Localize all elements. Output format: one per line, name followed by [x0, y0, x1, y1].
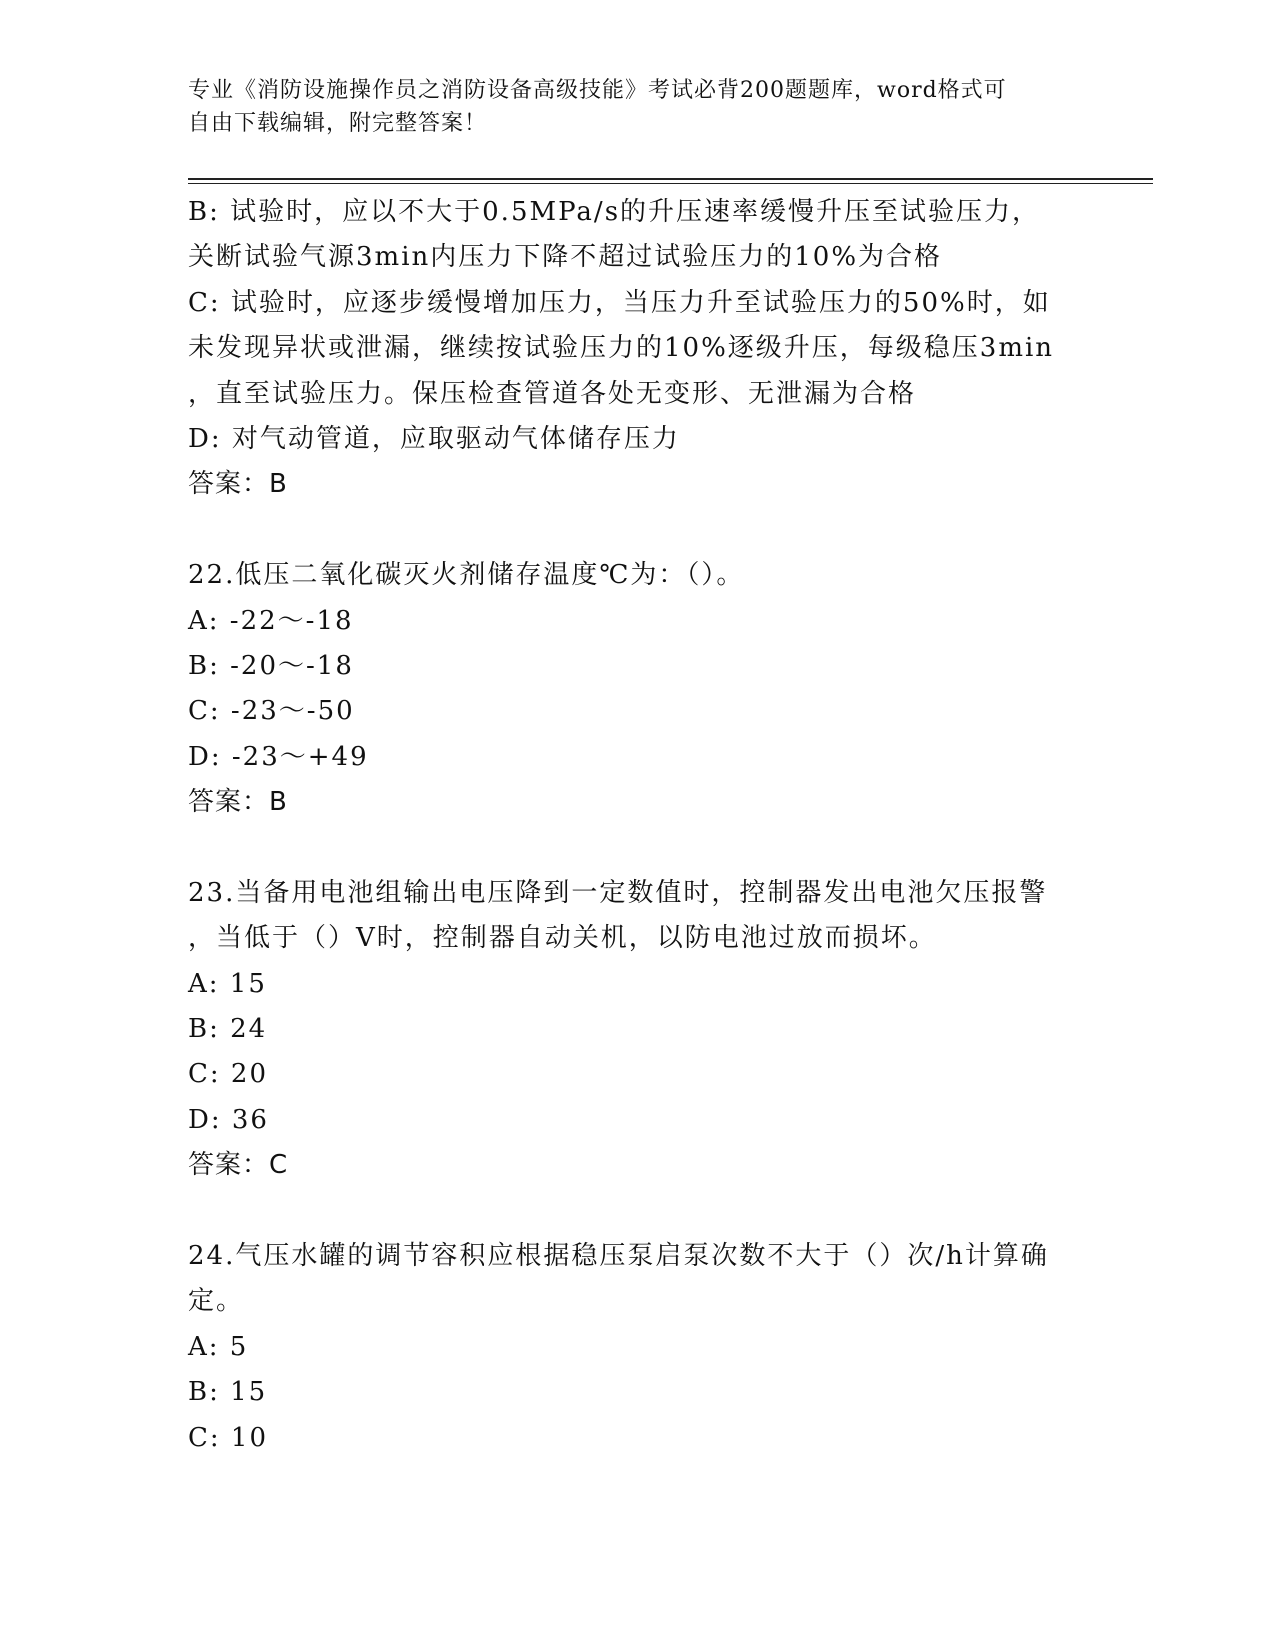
- option-b: B: 24: [188, 1014, 268, 1045]
- page-header: [188, 74, 1088, 140]
- spacer: [188, 1189, 1088, 1234]
- option-c: C: 10: [188, 1422, 269, 1453]
- option-b: B: 15: [188, 1377, 268, 1408]
- header-line-1: 专业《消防设施操作员之消防设备高级技能》考试必背200题题库，word格式可: [188, 78, 1007, 103]
- question-stem-line-2: 定。: [188, 1286, 245, 1317]
- answer: 答案：B: [188, 787, 288, 818]
- option-c: C: 20: [188, 1059, 269, 1090]
- spacer: [188, 508, 1088, 553]
- question-24: [188, 1234, 1088, 1461]
- document-body: [188, 190, 1088, 1461]
- spacer: [188, 825, 1088, 870]
- question-stem-line-2: ，当低于（）V时，控制器自动关机，以防电池过放而损坏。: [188, 923, 937, 954]
- option-d: D: 36: [188, 1104, 269, 1135]
- option-b-line-2: 关断试验气源3min内压力下降不超过试验压力的10%为合格: [188, 242, 943, 273]
- question-stem: 22.低压二氧化碳灭火剂储存温度℃为：（）。: [188, 560, 745, 591]
- answer: 答案：C: [188, 1150, 289, 1181]
- question-stem-line-1: 24.气压水罐的调节容积应根据稳压泵启泵次数不大于（）次/h计算确: [188, 1240, 1049, 1271]
- question-stem-line-1: 23.当备用电池组输出电压降到一定数值时，控制器发出电池欠压报警: [188, 877, 1048, 908]
- option-c-line-2: 未发现异状或泄漏，继续按试验压力的10%逐级升压，每级稳压3min: [188, 333, 1055, 364]
- option-b: B: -20～-18: [188, 650, 354, 681]
- option-c: C: -23～-50: [188, 696, 355, 727]
- option-b-line-1: B: 试验时，应以不大于0.5MPa/s的升压速率缓慢升压至试验压力，: [188, 197, 1041, 227]
- option-d: D: 对气动管道，应取驱动气体储存压力: [188, 423, 680, 454]
- header-line-2: 自由下载编辑，附完整答案！: [188, 111, 488, 136]
- option-c-line-1: C: 试验时，应逐步缓慢增加压力，当压力升至试验压力的50%时，如: [188, 287, 1051, 318]
- option-a: A: 15: [188, 968, 267, 999]
- question-23: [188, 871, 1088, 1189]
- header-divider: [188, 178, 1153, 184]
- answer: 答案：B: [188, 469, 288, 500]
- option-a: A: 5: [188, 1331, 249, 1362]
- option-a: A: -22～-18: [188, 605, 354, 636]
- option-c-line-3: ，直至试验压力。保压检查管道各处无变形、无泄漏为合格: [188, 378, 917, 409]
- question-22: [188, 553, 1088, 825]
- question-21-continued: [188, 190, 1088, 508]
- option-d: D: -23～+49: [188, 741, 369, 772]
